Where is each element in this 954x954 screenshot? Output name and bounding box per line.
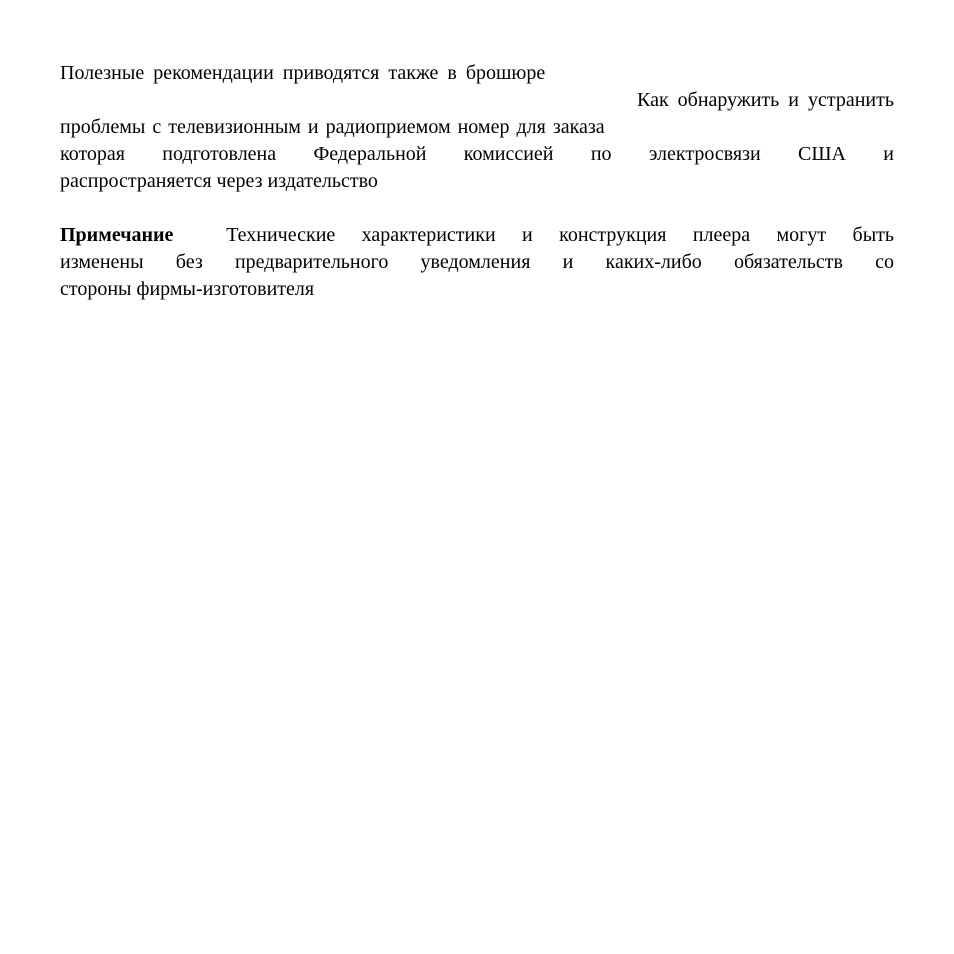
paragraph1-line3: проблемы с телевизионным и радиоприемом номер для заказа	[60, 116, 605, 138]
paragraph1-line5: распространяется через издательство	[60, 170, 378, 192]
document-page	[60, 60, 894, 303]
note-line1-text: Технические характеристики и конструкция плеера могут быть	[226, 224, 894, 246]
note-line2: изменены без предварительного уведомления и каких-либо обязательств со	[60, 251, 894, 273]
brochure-title-line: Как обнаружить и устранить	[637, 89, 894, 111]
note-line1	[60, 222, 894, 249]
paragraph1-line4: которая подготовлена Федеральной комиссией по электросвязи США и	[60, 143, 894, 165]
note-label: Примечание	[60, 224, 174, 246]
note-line3: стороны фирмы-изготовителя	[60, 278, 315, 300]
paragraph1-line1: Полезные рекомендации приводятся также в брошюре	[60, 62, 546, 84]
paragraph-gap	[60, 195, 894, 222]
